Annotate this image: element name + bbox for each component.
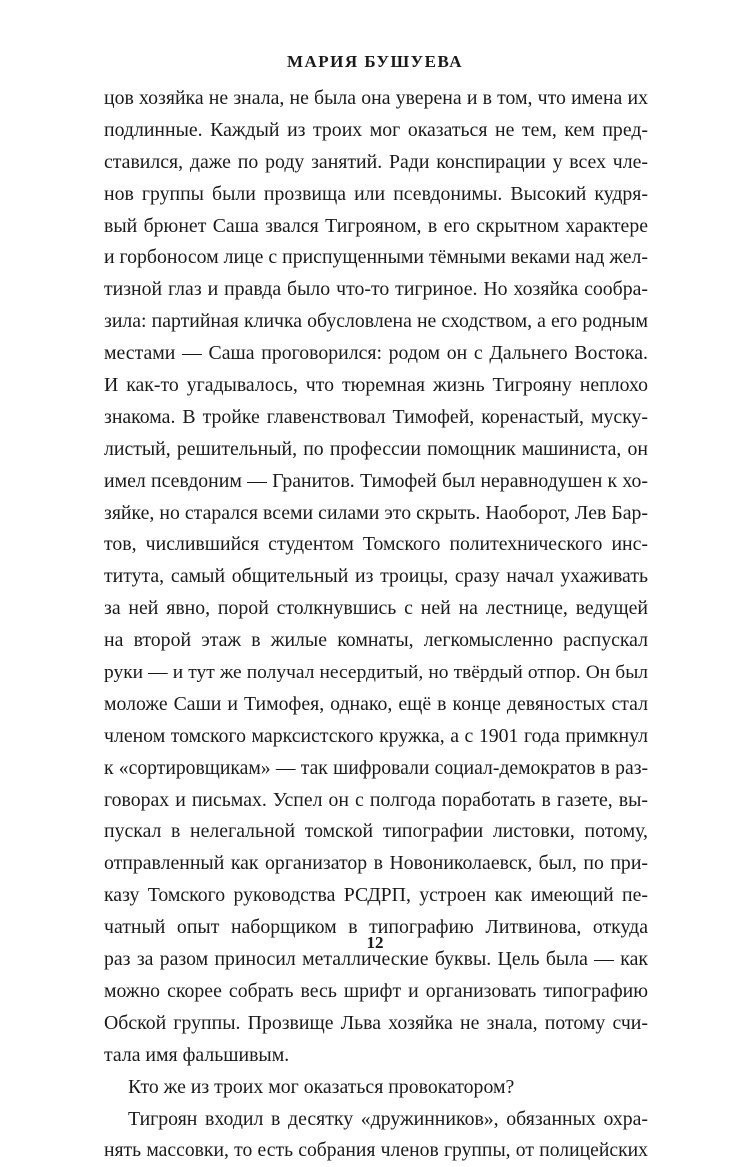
text-line: нять массовки, то есть собрания членов группы, от полицейских	[104, 1139, 648, 1162]
text-line: чатный опыт наборщиком в типографию Литвинова, откуда	[104, 916, 648, 939]
text-line: тала имя фальшивым.	[104, 1043, 290, 1066]
running-head: МАРИЯ БУШУЕВА	[286, 52, 464, 71]
text-line: к «сортировщикам» — так шифровали социал-демократов в раз-	[104, 756, 648, 779]
text-line: раз за разом приносил металлические буквы. Цель была — как	[104, 948, 648, 971]
text-line: титута, самый общительный из троицы, сразу начал ухаживать	[104, 565, 648, 588]
text-line: знакома. В тройке главенствовал Тимофей, коренастый, муску-	[104, 405, 648, 428]
text-line: за ней явно, порой столкнувшись с ней на лестнице, ведущей	[104, 597, 648, 620]
text-line: местами — Саша проговорился: родом он с Дальнего Востока.	[104, 342, 648, 365]
page-number: 12	[366, 933, 384, 952]
text-line: цов хозяйка не знала, не была она уверена и в том, что имена их	[104, 87, 648, 109]
text-line: подлинные. Каждый из троих мог оказаться не тем, кем пред-	[104, 118, 648, 141]
text-line: можно скорее собрать весь шрифт и организовать типографию	[104, 979, 648, 1002]
text-line: казу Томского руководства РСДРП, устроен как имеющий пе-	[104, 884, 648, 907]
text-line: пускал в нелегальной томской типографии листовки, потому,	[104, 820, 648, 843]
text-line: и горбоносом лице с приспущенными тёмными веками над жел-	[104, 246, 648, 269]
text-line: членом томского марксистского кружка, а с 1901 года примкнул	[104, 724, 648, 747]
text-line: Тигроян входил в десятку «дружинников», обязанных охра-	[128, 1107, 648, 1130]
text-line: Кто же из троих мог оказаться провокатором?	[128, 1075, 515, 1098]
text-line: листый, решительный, по профессии помощник машиниста, он	[104, 437, 648, 460]
text-line: имел псевдоним — Гранитов. Тимофей был неравнодушен к хо-	[104, 469, 648, 492]
text-line: моложе Саши и Тимофея, однако, ещё в конце девяностых стал	[104, 692, 648, 715]
text-line: вый брюнет Саша звался Тигрояном, в его скрытном характере	[104, 214, 648, 237]
text-line: руки — и тут же получал несердитый, но твёрдый отпор. Он был	[104, 662, 648, 684]
text-line: зяйке, но старался всеми силами это скрыть. Наоборот, Лев Бар-	[104, 501, 648, 524]
text-line: ставился, даже по роду занятий. Ради конспирации у всех чле-	[104, 150, 648, 173]
text-line: нов группы были прозвища или псевдонимы. Высокий кудря-	[104, 182, 648, 205]
text-line: И как-то угадывалось, что тюремная жизнь Тигрояну неплохо	[104, 374, 648, 397]
text-line: на второй этаж в жилые комнаты, легкомысленно распускал	[104, 629, 648, 652]
text-line: отправленный как организатор в Новониколаевск, был, по при-	[104, 852, 648, 875]
text-line: Обской группы. Прозвище Льва хозяйка не знала, потому счи-	[104, 1011, 648, 1034]
body-text	[104, 83, 648, 1167]
text-line: зила: партийная кличка обусловлена не сходством, а его родным	[104, 310, 648, 333]
text-line: тов, числившийся студентом Томского политехнического инс-	[104, 533, 648, 556]
text-line: тизной глаз и правда было что-то тигриное. Но хозяйка сообра-	[104, 278, 648, 301]
text-line: говорах и письмах. Успел он с полгода поработать в газете, вы-	[104, 788, 648, 811]
